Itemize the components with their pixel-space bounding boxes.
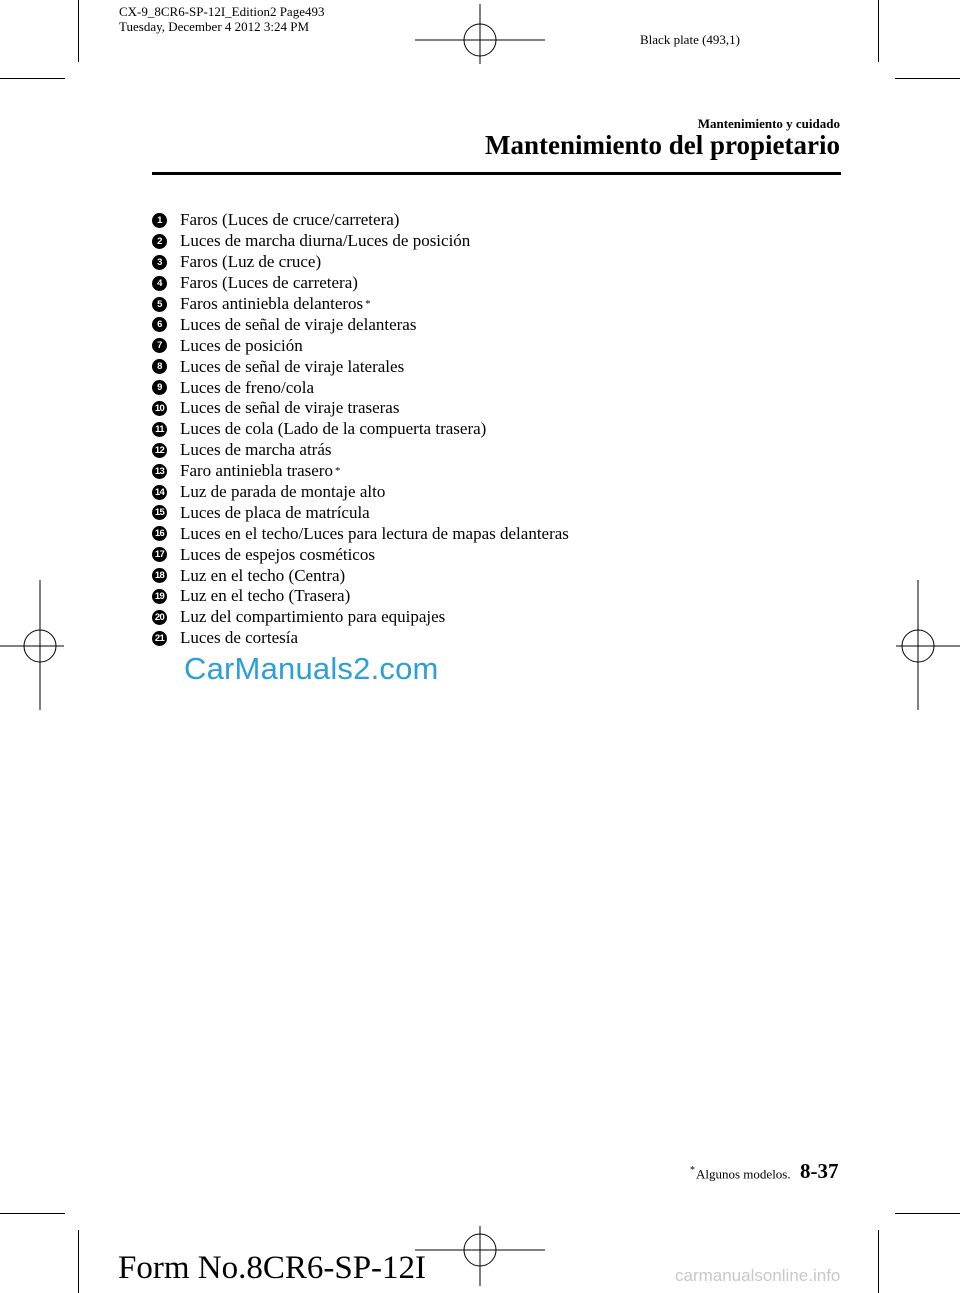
legend-number-badge: 14 [152, 485, 167, 500]
legend-item [152, 523, 569, 544]
registration-mark-left [0, 580, 66, 712]
print-info [119, 4, 324, 34]
legend-label: Luces de placa de matrícula [180, 502, 370, 522]
legend-number-badge: 10 [152, 401, 167, 416]
section-label: Mantenimiento y cuidado [697, 116, 840, 131]
legend-label: Luz de parada de montaje alto [180, 482, 386, 502]
legend-label: Faros (Luz de cruce) [180, 252, 322, 272]
legend-label: Luz del compartimiento para equipajes [180, 607, 446, 627]
registration-mark-bottom [415, 1226, 545, 1293]
legend-item [152, 565, 569, 586]
legend-label: Luz en el techo (Trasera) [180, 586, 351, 606]
plate-info: Black plate (493,1) [640, 32, 740, 47]
footnote-text: Algunos modelos. [696, 1166, 791, 1182]
legend-item [152, 273, 569, 294]
legend-number-badge: 20 [152, 610, 167, 625]
print-date-line: Tuesday, December 4 2012 3:24 PM [119, 19, 310, 34]
legend-number-badge: 15 [152, 505, 167, 520]
legend-label: Faro antiniebla trasero [180, 461, 333, 481]
legend-number-badge: 16 [152, 526, 167, 541]
legend-item [152, 398, 569, 419]
registration-mark-right [894, 580, 960, 712]
legend-item [152, 482, 569, 503]
page-number: 8-37 [800, 1159, 839, 1183]
legend-item [152, 356, 569, 377]
legend-number-badge: 12 [152, 443, 167, 458]
legend-label: Luces de cortesía [180, 628, 298, 648]
header-rule [152, 172, 841, 175]
legend-item [152, 335, 569, 356]
legend-item: 5 Faros antiniebla delanteros * [152, 294, 569, 315]
legend-label: Luces de marcha atrás [180, 440, 332, 460]
legend-item [152, 210, 569, 231]
legend-item [152, 502, 569, 523]
legend-label: Luces en el techo/Luces para lectura de mapas delanteras [180, 523, 569, 543]
legend-label: Faros antiniebla delanteros [180, 294, 364, 313]
legend-number-badge: 9 [152, 380, 167, 395]
legend-item [152, 252, 569, 273]
legend-number-badge: 5 [152, 297, 167, 312]
legend-number-badge: 18 [152, 568, 167, 583]
legend-label: Luces de cola (Lado de la compuerta trasera) [180, 419, 487, 439]
watermark: CarManuals2.com [184, 651, 439, 686]
print-job-line: CX-9_8CR6-SP-12I_Edition2 Page493 [119, 4, 325, 19]
legend-number-badge: 13 [152, 464, 167, 479]
footer-site: carmanualsonline.info [675, 1266, 841, 1285]
page-title: Mantenimiento del propietario [485, 130, 840, 160]
legend-item: 13 Faro antiniebla trasero * [152, 461, 569, 482]
legend-number-badge: 21 [152, 631, 167, 646]
legend-item [152, 607, 569, 628]
legend-number-badge: 6 [152, 317, 167, 332]
legend-label: Luces de espejos cosméticos [180, 544, 375, 564]
legend-number-badge: 11 [152, 422, 167, 437]
legend-number-badge: 4 [152, 276, 167, 291]
legend-number-badge: 7 [152, 338, 167, 353]
form-number: Form No.8CR6-SP-12I [118, 1250, 427, 1286]
legend-label: Faros (Luces de cruce/carretera) [180, 210, 400, 230]
legend-number-badge: 19 [152, 589, 167, 604]
legend-item [152, 231, 569, 252]
legend-list [152, 210, 569, 649]
legend-number-badge: 8 [152, 359, 167, 374]
legend-item [152, 440, 569, 461]
legend-item [152, 586, 569, 607]
legend-label: Luces de señal de viraje delanteras [180, 314, 417, 334]
legend-number-badge: 1 [152, 213, 167, 228]
legend-label: Luces de posición [180, 335, 303, 355]
legend-number-badge: 3 [152, 255, 167, 270]
legend-item [152, 314, 569, 335]
registration-mark-top [415, 0, 545, 66]
footnote [690, 1165, 791, 1182]
legend-item [152, 419, 569, 440]
legend-item [152, 377, 569, 398]
legend-label: Luces de freno/cola [180, 377, 315, 397]
legend-item [152, 628, 569, 649]
legend-item [152, 544, 569, 565]
legend-label: Faros (Luces de carretera) [180, 273, 358, 293]
legend-label: Luces de señal de viraje traseras [180, 398, 400, 418]
legend-label: Luces de señal de viraje laterales [180, 356, 405, 376]
legend-number-badge: 17 [152, 547, 167, 562]
legend-label: Luces de marcha diurna/Luces de posición [180, 231, 471, 251]
legend-label: Luz en el techo (Centra) [180, 565, 346, 585]
legend-number-badge: 2 [152, 234, 167, 249]
footnote-star: * [690, 1165, 695, 1176]
